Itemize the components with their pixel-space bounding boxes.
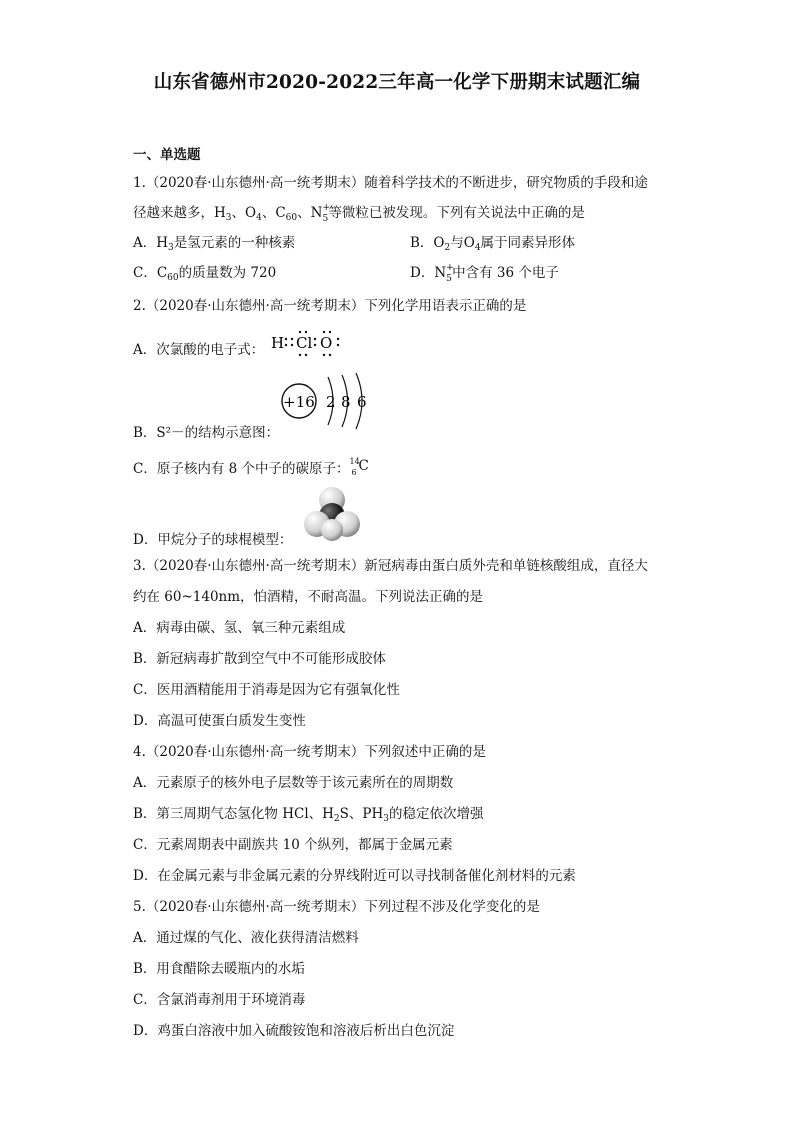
lewis-h: H [271,334,285,352]
q4-option-a: A．元素原子的核外电子层数等于该元素所在的周期数 [133,775,454,791]
option-text: A．H [133,235,169,251]
hydrogen-ball-front [321,519,343,541]
hclo-electron-formula [270,327,342,359]
q2-option-b: B．S²－的结构示意图： [133,425,280,441]
nucleus-charge: +16 [283,393,315,411]
atomic-number: 6 [351,468,357,477]
q5-option-d: D．鸡蛋白溶液中加入硫酸铵饱和溶液后析出白色沉淀 [133,1023,455,1039]
q4-stem: 4.（2020春·山东德州·高一统考期末）下列叙述中正确的是 [133,744,486,760]
q2-option-d: D．甲烷分子的球棍模型： [133,532,293,548]
option-subscript: 5 [446,274,452,284]
option-subscript: 60 [167,273,179,283]
option-text: B．第三周期气态氢化物 HCl、H [133,806,334,822]
option-subscript: 2 [444,243,451,253]
sulfur-ion-structure-diagram [278,369,374,433]
q1-stem-line2 [133,204,585,227]
q1-option-b [410,234,575,257]
q1-subscript: 60 [285,213,298,223]
q1-text: 径越来越多，H [133,205,226,221]
mass-number: 14 [349,457,360,466]
lewis-o: O [320,334,333,352]
option-text: 是氢元素的一种核素 [173,235,296,251]
document-title: 山东省德州市2020-2022三年高一化学下册期末试题汇编 [153,72,641,93]
q1-text: 、N [297,205,323,221]
q5-option-c: C．含氯消毒剂用于环境消毒 [133,992,306,1008]
q3-option-c: C．医用酒精能用于消毒是因为它有强氧化性 [133,682,400,698]
option-text: 与O [450,235,475,251]
option-text: S、PH [339,806,384,822]
q3-option-d: D．高温可使蛋白质发生变性 [133,713,306,729]
q1-subscript: 3 [225,213,232,223]
q1-option-d [410,264,559,282]
shell-electrons-1: 2 [326,393,336,411]
shell-electrons-2: 8 [341,393,351,411]
q4-option-c: C．元素周期表中副族共 10 个纵列，都属于金属元素 [133,837,453,853]
q3-stem-line1: 3.（2020春·山东德州·高一统考期末）新冠病毒由蛋白质外壳和单链核酸组成，直径大 [133,558,648,574]
option-superscript: + [446,263,454,273]
element-symbol: C [358,458,369,474]
option-subscript: 4 [474,243,481,253]
q1-subscript: 5 [322,214,329,224]
q1-subscript: 4 [256,213,262,223]
option-text: 的质量数为 720 [178,265,277,281]
lewis-cl: Cl [296,334,313,352]
methane-ball-stick-model [303,486,361,542]
section-heading: 一、单选题 [133,147,201,163]
option-text: C．原子核内有 8 个中子的碳原子： [133,461,350,477]
q5-option-b: B．用食醋除去暖瓶内的水垢 [133,961,305,977]
shell-electrons-3: 6 [357,393,367,411]
q1-text: 、O [231,205,257,221]
q1-option-c [133,264,276,287]
option-subscript: 3 [168,243,174,253]
option-text: B．O [410,235,445,251]
q3-stem-line2: 约在 60~140nm，怕酒精，不耐高温。下列说法正确的是 [133,589,484,605]
q1-text: 、C [261,205,286,221]
q3-option-b: B．新冠病毒扩散到空气中不可能形成胶体 [133,651,386,667]
q1-superscript: + [322,203,330,213]
option-text: 属于同素异形体 [480,235,576,251]
option-text: C．C [133,265,168,281]
q2-stem: 2.（2020春·山东德州·高一统考期末）下列化学用语表示正确的是 [133,298,527,314]
option-subscript: 3 [383,814,389,824]
option-text: D．N [410,265,447,281]
q3-option-a: A．病毒由碳、氢、氧三种元素组成 [133,620,346,636]
q1-text: 等微粒已被发现。下列有关说法中正确的是 [328,205,585,221]
carbon-14-nuclide [350,457,368,475]
option-text: 中含有 36 个电子 [452,265,559,281]
option-subscript: 2 [333,814,340,824]
option-text: 的稳定依次增强 [388,806,484,822]
q5-option-a: A．通过煤的气化、液化获得清洁燃料 [133,930,359,946]
q1-option-a [133,234,295,257]
q2-option-a: A．次氯酸的电子式： [133,342,265,358]
q4-option-b [133,805,483,828]
q5-stem: 5.（2020春·山东德州·高一统考期末）下列过程不涉及化学变化的是 [133,899,540,915]
q1-stem-line1: 1.（2020春·山东德州·高一统考期末）随着科学技术的不断进步，研究物质的手段和途 [133,175,648,191]
q4-option-d: D．在金属元素与非金属元素的分界线附近可以寻找制备催化剂材料的元素 [133,868,576,884]
q2-option-c [133,457,368,478]
